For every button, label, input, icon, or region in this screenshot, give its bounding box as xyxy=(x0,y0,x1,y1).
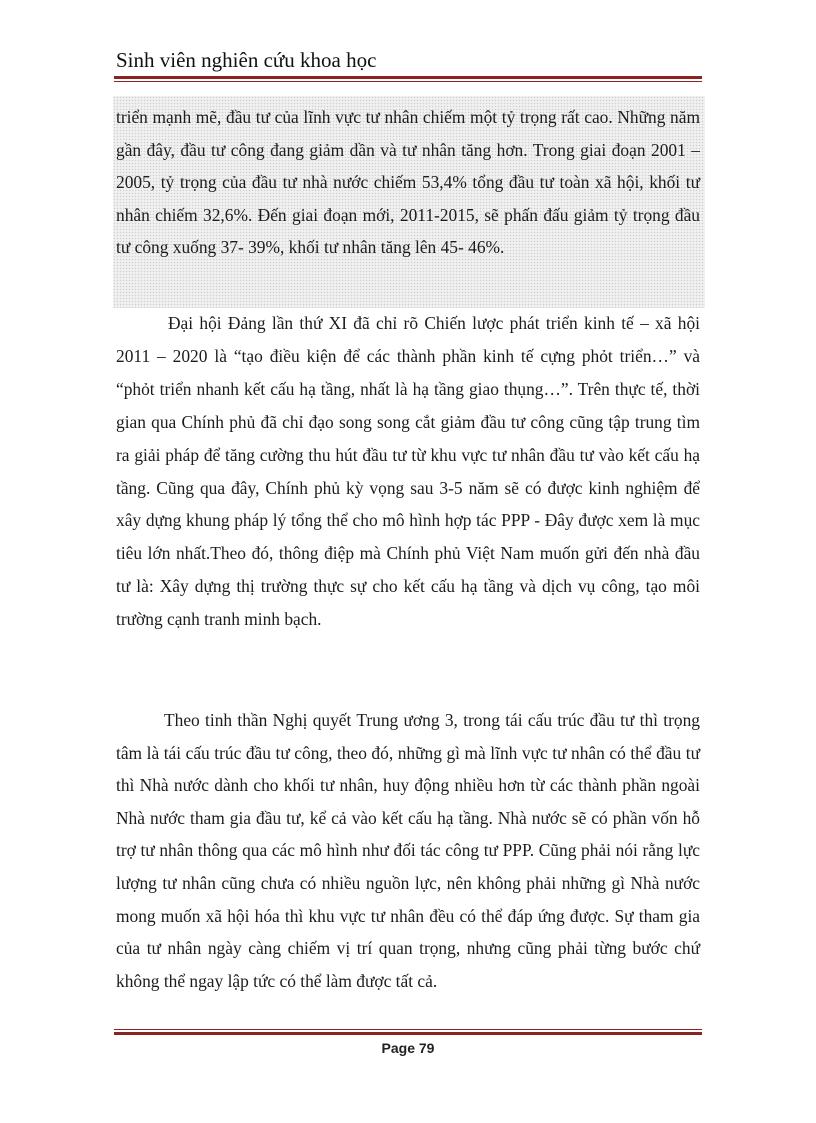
header-divider xyxy=(114,76,702,82)
paragraph-party-congress-strategy: Đại hội Đảng lần thứ XI đã chỉ rõ Chiến lược phát triển kinh tế – xã hội 2011 – 2020 là “tạo điều kiện để các thành phần kinh tế cựng phỏt triển…” và “phỏt triển nhanh kết cấu hạ tầng, nhất là hạ tầng giao thụng…”. Trên thực tế, thời gian qua Chính phủ đã chỉ đạo song song cắt giảm đầu tư công cũng tập trung tìm ra giải pháp để tăng cường thu hút đầu tư từ khu vực tư nhân đầu tư vào kết cấu hạ tầng. Cũng qua đây, Chính phủ kỳ vọng sau 3-5 năm sẽ có được kinh nghiệm để xây dựng khung pháp lý tổng thể cho mô hình hợp tác PPP - Đây được xem là mục tiêu lớn nhất.Theo đó, thông điệp mà Chính phủ Việt Nam muốn gửi đến nhà đầu tư là: Xây dựng thị trường thực sự cho kết cấu hạ tầng và dịch vụ công, tạo môi trường cạnh tranh minh bạch. xyxy=(116,313,700,630)
page-number: Page 79 xyxy=(381,1040,435,1056)
footer-divider xyxy=(114,1029,702,1035)
running-header-title: Sinh viên nghiên cứu khoa học xyxy=(116,48,377,72)
paragraph-resolution-restructuring: Theo tinh thần Nghị quyết Trung ương 3, trong tái cấu trúc đầu tư thì trọng tâm là tái cấu trúc đầu tư công, theo đó, những gì mà lĩnh vực tư nhân có thể đầu tư thì Nhà nước dành cho khối tư nhân, huy động nhiều hơn từ các thành phần ngoài Nhà nước tham gia đầu tư, kể cả vào kết cấu hạ tầng. Nhà nước sẽ có phần vốn hỗ trợ tư nhân thông qua các mô hình như đối tác công tư PPP. Cũng phải nói rằng lực lượng tư nhân cũng chưa có nhiều nguồn lực, nên không phải những gì Nhà nước mong muốn xã hội hóa thì khu vực tư nhân đều có thể đáp ứng được. Sự tham gia của tư nhân ngày càng chiếm vị trí quan trọng, nhưng cũng phải từng bước chứ không thể ngay lập tức có thể làm được tất cả. xyxy=(116,710,700,991)
paragraph-private-investment-share: triển mạnh mẽ, đầu tư của lĩnh vực tư nhân chiếm một tỷ trọng rất cao. Những năm gần đây, đầu tư công đang giảm dần và tư nhân tăng hơn. Trong giai đoạn 2001 – 2005, tỷ trọng của đầu tư nhà nước chiếm 53,4% tổng đầu tư toàn xã hội, khối tư nhân chiếm 32,6%. Đến giai đoạn mới, 2011-2015, sẽ phấn đấu giảm tỷ trọng đầu tư công xuống 37- 39%, khối tư nhân tăng lên 45- 46%. xyxy=(116,107,700,258)
